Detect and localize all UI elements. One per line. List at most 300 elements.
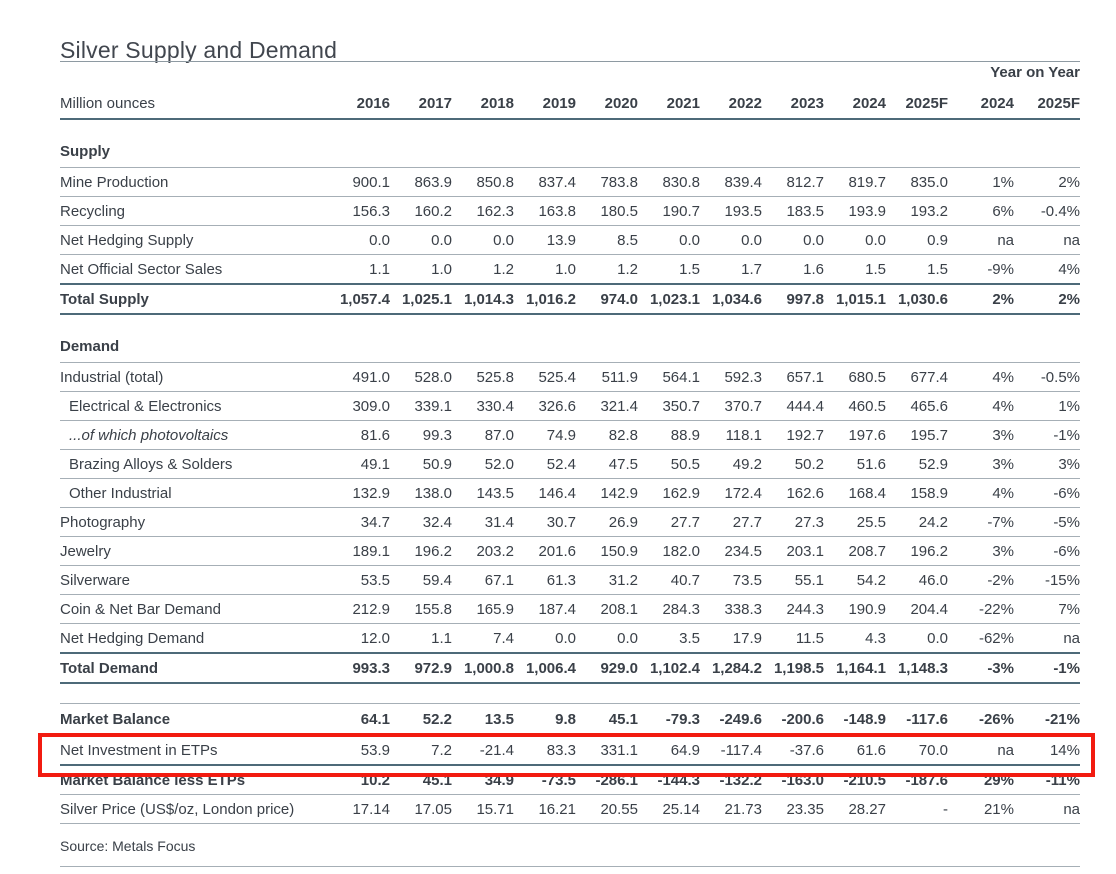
cell-value: 835.0 bbox=[886, 168, 948, 197]
table-row bbox=[60, 765, 1080, 795]
cell-value: 165.9 bbox=[452, 595, 514, 624]
cell-value: 0.0 bbox=[700, 226, 762, 255]
cell-value: 27.7 bbox=[638, 508, 700, 537]
cell-value: 81.6 bbox=[328, 421, 390, 450]
row-label: Market Balance bbox=[60, 704, 328, 736]
cell-value: 14% bbox=[1014, 735, 1080, 765]
cell-value: 162.9 bbox=[638, 479, 700, 508]
cell-value: 0.0 bbox=[886, 624, 948, 654]
cell-value: 10.2 bbox=[328, 765, 390, 795]
cell-value: -163.0 bbox=[762, 765, 824, 795]
cell-value: 190.9 bbox=[824, 595, 886, 624]
cell-value: 284.3 bbox=[638, 595, 700, 624]
cell-value: 83.3 bbox=[514, 735, 576, 765]
cell-value: 4% bbox=[948, 479, 1014, 508]
cell-value: -9% bbox=[948, 255, 1014, 285]
cell-value: 3% bbox=[948, 450, 1014, 479]
cell-value: -148.9 bbox=[824, 704, 886, 736]
column-header-year: 2024 bbox=[824, 88, 886, 119]
cell-value: -11% bbox=[1014, 765, 1080, 795]
cell-value: 863.9 bbox=[390, 168, 452, 197]
cell-value: 837.4 bbox=[514, 168, 576, 197]
cell-value: 52.2 bbox=[390, 704, 452, 736]
cell-value: 974.0 bbox=[576, 284, 638, 314]
cell-value: 61.3 bbox=[514, 566, 576, 595]
cell-value: 8.5 bbox=[576, 226, 638, 255]
table-row bbox=[60, 735, 1080, 765]
cell-value: 9.8 bbox=[514, 704, 576, 736]
cell-value: 28.27 bbox=[824, 795, 886, 824]
cell-value: 309.0 bbox=[328, 392, 390, 421]
year-on-year-label: Year on Year bbox=[990, 64, 1080, 81]
table-row-highlighted bbox=[60, 704, 1080, 736]
cell-value: 193.2 bbox=[886, 197, 948, 226]
cell-value: 143.5 bbox=[452, 479, 514, 508]
row-label: Silver Price (US$/oz, London price) bbox=[60, 795, 328, 824]
cell-value: 25.5 bbox=[824, 508, 886, 537]
cell-value: 54.2 bbox=[824, 566, 886, 595]
cell-value: 7.2 bbox=[390, 735, 452, 765]
cell-value: 1,148.3 bbox=[886, 653, 948, 683]
cell-value: 73.5 bbox=[700, 566, 762, 595]
cell-value: 88.9 bbox=[638, 421, 700, 450]
cell-value: 339.1 bbox=[390, 392, 452, 421]
cell-value: 99.3 bbox=[390, 421, 452, 450]
cell-value: 1,014.3 bbox=[452, 284, 514, 314]
cell-value: 1,015.1 bbox=[824, 284, 886, 314]
cell-value: 212.9 bbox=[328, 595, 390, 624]
table-row bbox=[60, 479, 1080, 508]
cell-value: 189.1 bbox=[328, 537, 390, 566]
cell-value: 13.5 bbox=[452, 704, 514, 736]
cell-value: na bbox=[948, 226, 1014, 255]
row-label: ...of which photovoltaics bbox=[60, 421, 328, 450]
cell-value: 0.0 bbox=[390, 226, 452, 255]
row-label: Total Supply bbox=[60, 284, 328, 314]
row-label: Brazing Alloys & Solders bbox=[60, 450, 328, 479]
cell-value: 564.1 bbox=[638, 363, 700, 392]
cell-value: 929.0 bbox=[576, 653, 638, 683]
cell-value: 190.7 bbox=[638, 197, 700, 226]
cell-value: 34.9 bbox=[452, 765, 514, 795]
cell-value: 31.2 bbox=[576, 566, 638, 595]
cell-value: 1.7 bbox=[700, 255, 762, 285]
column-header-yoy: 2024 bbox=[948, 88, 1014, 119]
cell-value: 25.14 bbox=[638, 795, 700, 824]
cell-value: 11.5 bbox=[762, 624, 824, 654]
column-header-year: 2020 bbox=[576, 88, 638, 119]
cell-value: 64.1 bbox=[328, 704, 390, 736]
cell-value: -249.6 bbox=[700, 704, 762, 736]
column-header-row bbox=[60, 88, 1080, 119]
cell-value: 1,034.6 bbox=[700, 284, 762, 314]
cell-value: -132.2 bbox=[700, 765, 762, 795]
cell-value: 47.5 bbox=[576, 450, 638, 479]
cell-value: 52.9 bbox=[886, 450, 948, 479]
table-row bbox=[60, 624, 1080, 654]
cell-value: -1% bbox=[1014, 653, 1080, 683]
cell-value: 192.7 bbox=[762, 421, 824, 450]
cell-value: 1% bbox=[1014, 392, 1080, 421]
cell-value: 138.0 bbox=[390, 479, 452, 508]
table-row bbox=[60, 255, 1080, 285]
cell-value: 27.3 bbox=[762, 508, 824, 537]
cell-value: 160.2 bbox=[390, 197, 452, 226]
cell-value: -6% bbox=[1014, 537, 1080, 566]
cell-value: 331.1 bbox=[576, 735, 638, 765]
cell-value: 3% bbox=[948, 537, 1014, 566]
cell-value: 783.8 bbox=[576, 168, 638, 197]
table-row bbox=[60, 392, 1080, 421]
cell-value: 87.0 bbox=[452, 421, 514, 450]
cell-value: 7.4 bbox=[452, 624, 514, 654]
row-label: Jewelry bbox=[60, 537, 328, 566]
cell-value: 1,284.2 bbox=[700, 653, 762, 683]
table-row bbox=[60, 226, 1080, 255]
cell-value: 49.1 bbox=[328, 450, 390, 479]
cell-value: 4% bbox=[948, 363, 1014, 392]
cell-value: 208.1 bbox=[576, 595, 638, 624]
cell-value: 82.8 bbox=[576, 421, 638, 450]
cell-value: 1,025.1 bbox=[390, 284, 452, 314]
cell-value: 528.0 bbox=[390, 363, 452, 392]
cell-value: 12.0 bbox=[328, 624, 390, 654]
cell-value: 163.8 bbox=[514, 197, 576, 226]
cell-value: 1.6 bbox=[762, 255, 824, 285]
cell-value: 55.1 bbox=[762, 566, 824, 595]
column-header-year: 2018 bbox=[452, 88, 514, 119]
cell-value: 330.4 bbox=[452, 392, 514, 421]
column-header-yoy: 2025F bbox=[1014, 88, 1080, 119]
table-row bbox=[60, 795, 1080, 824]
table-row bbox=[60, 566, 1080, 595]
cell-value: 1.0 bbox=[390, 255, 452, 285]
cell-value: 52.0 bbox=[452, 450, 514, 479]
cell-value: 0.0 bbox=[328, 226, 390, 255]
cell-value: 3.5 bbox=[638, 624, 700, 654]
cell-value: -21% bbox=[1014, 704, 1080, 736]
cell-value: 680.5 bbox=[824, 363, 886, 392]
cell-value: -21.4 bbox=[452, 735, 514, 765]
cell-value: 32.4 bbox=[390, 508, 452, 537]
cell-value: 900.1 bbox=[328, 168, 390, 197]
row-label: Net Hedging Supply bbox=[60, 226, 328, 255]
column-header-year: 2025F bbox=[886, 88, 948, 119]
cell-value: 460.5 bbox=[824, 392, 886, 421]
top-divider bbox=[60, 61, 1080, 62]
section-header: Demand bbox=[60, 314, 1080, 363]
cell-value: -7% bbox=[948, 508, 1014, 537]
section-header: Supply bbox=[60, 119, 1080, 168]
cell-value: 338.3 bbox=[700, 595, 762, 624]
cell-value: -117.4 bbox=[700, 735, 762, 765]
cell-value: 24.2 bbox=[886, 508, 948, 537]
cell-value: 17.05 bbox=[390, 795, 452, 824]
cell-value: 64.9 bbox=[638, 735, 700, 765]
row-label: Industrial (total) bbox=[60, 363, 328, 392]
cell-value: 13.9 bbox=[514, 226, 576, 255]
cell-value: 4% bbox=[948, 392, 1014, 421]
cell-value: 1,057.4 bbox=[328, 284, 390, 314]
cell-value: 142.9 bbox=[576, 479, 638, 508]
unit-label: Million ounces bbox=[60, 88, 328, 119]
cell-value: -0.5% bbox=[1014, 363, 1080, 392]
cell-value: 197.6 bbox=[824, 421, 886, 450]
cell-value: 204.4 bbox=[886, 595, 948, 624]
column-header-year: 2017 bbox=[390, 88, 452, 119]
cell-value: 3% bbox=[1014, 450, 1080, 479]
cell-value: na bbox=[1014, 226, 1080, 255]
column-header-year: 2022 bbox=[700, 88, 762, 119]
cell-value: 118.1 bbox=[700, 421, 762, 450]
cell-value: 4.3 bbox=[824, 624, 886, 654]
column-header-year: 2023 bbox=[762, 88, 824, 119]
cell-value: 21.73 bbox=[700, 795, 762, 824]
cell-value: 1,198.5 bbox=[762, 653, 824, 683]
cell-value: 50.5 bbox=[638, 450, 700, 479]
cell-value: 196.2 bbox=[390, 537, 452, 566]
cell-value: na bbox=[1014, 624, 1080, 654]
cell-value: -0.4% bbox=[1014, 197, 1080, 226]
cell-value: 1.5 bbox=[886, 255, 948, 285]
cell-value: 196.2 bbox=[886, 537, 948, 566]
cell-value: 45.1 bbox=[576, 704, 638, 736]
cell-value: -210.5 bbox=[824, 765, 886, 795]
cell-value: 0.0 bbox=[762, 226, 824, 255]
cell-value: 1.2 bbox=[452, 255, 514, 285]
section-header-row bbox=[60, 314, 1080, 363]
cell-value: 1,000.8 bbox=[452, 653, 514, 683]
section-spacer bbox=[60, 683, 1080, 704]
cell-value: 2% bbox=[1014, 168, 1080, 197]
cell-value: 49.2 bbox=[700, 450, 762, 479]
cell-value: 321.4 bbox=[576, 392, 638, 421]
cell-value: 0.0 bbox=[638, 226, 700, 255]
source-note: Source: Metals Focus bbox=[60, 838, 196, 854]
cell-value: 61.6 bbox=[824, 735, 886, 765]
cell-value: 3% bbox=[948, 421, 1014, 450]
cell-value: 162.6 bbox=[762, 479, 824, 508]
cell-value: 208.7 bbox=[824, 537, 886, 566]
cell-value: 132.9 bbox=[328, 479, 390, 508]
row-label: Net Investment in ETPs bbox=[60, 735, 328, 765]
cell-value: -200.6 bbox=[762, 704, 824, 736]
cell-value: 162.3 bbox=[452, 197, 514, 226]
cell-value: 193.5 bbox=[700, 197, 762, 226]
cell-value: 187.4 bbox=[514, 595, 576, 624]
cell-value: 997.8 bbox=[762, 284, 824, 314]
cell-value: 16.21 bbox=[514, 795, 576, 824]
cell-value: -187.6 bbox=[886, 765, 948, 795]
cell-value: 59.4 bbox=[390, 566, 452, 595]
row-label: Electrical & Electronics bbox=[60, 392, 328, 421]
cell-value: 15.71 bbox=[452, 795, 514, 824]
row-label: Photography bbox=[60, 508, 328, 537]
table-row bbox=[60, 595, 1080, 624]
cell-value: -22% bbox=[948, 595, 1014, 624]
cell-value: 819.7 bbox=[824, 168, 886, 197]
cell-value: 839.4 bbox=[700, 168, 762, 197]
section-header-row bbox=[60, 119, 1080, 168]
cell-value: 155.8 bbox=[390, 595, 452, 624]
cell-value: 0.0 bbox=[514, 624, 576, 654]
cell-value: 203.1 bbox=[762, 537, 824, 566]
cell-value: 53.5 bbox=[328, 566, 390, 595]
cell-value: -1% bbox=[1014, 421, 1080, 450]
table-row bbox=[60, 363, 1080, 392]
page-title: Silver Supply and Demand bbox=[60, 37, 338, 63]
row-label: Mine Production bbox=[60, 168, 328, 197]
cell-value: -62% bbox=[948, 624, 1014, 654]
cell-value: 27.7 bbox=[700, 508, 762, 537]
cell-value: 525.4 bbox=[514, 363, 576, 392]
cell-value: 203.2 bbox=[452, 537, 514, 566]
cell-value: 158.9 bbox=[886, 479, 948, 508]
cell-value: -79.3 bbox=[638, 704, 700, 736]
row-label: Net Hedging Demand bbox=[60, 624, 328, 654]
cell-value: 0.0 bbox=[452, 226, 514, 255]
table-row bbox=[60, 508, 1080, 537]
cell-value: 812.7 bbox=[762, 168, 824, 197]
row-label: Market Balance less ETPs bbox=[60, 765, 328, 795]
cell-value: -117.6 bbox=[886, 704, 948, 736]
cell-value: 195.7 bbox=[886, 421, 948, 450]
cell-value: 45.1 bbox=[390, 765, 452, 795]
cell-value: 156.3 bbox=[328, 197, 390, 226]
cell-value: -37.6 bbox=[762, 735, 824, 765]
bottom-divider bbox=[60, 866, 1080, 867]
cell-value: 1.1 bbox=[328, 255, 390, 285]
cell-value: 40.7 bbox=[638, 566, 700, 595]
cell-value: 1,102.4 bbox=[638, 653, 700, 683]
cell-value: -3% bbox=[948, 653, 1014, 683]
cell-value: 50.9 bbox=[390, 450, 452, 479]
cell-value: 17.9 bbox=[700, 624, 762, 654]
cell-value: 30.7 bbox=[514, 508, 576, 537]
cell-value: 1.5 bbox=[638, 255, 700, 285]
cell-value: 0.0 bbox=[576, 624, 638, 654]
cell-value: -73.5 bbox=[514, 765, 576, 795]
cell-value: -26% bbox=[948, 704, 1014, 736]
cell-value: 46.0 bbox=[886, 566, 948, 595]
table-row bbox=[60, 168, 1080, 197]
cell-value: 21% bbox=[948, 795, 1014, 824]
cell-value: -2% bbox=[948, 566, 1014, 595]
cell-value: 2% bbox=[1014, 284, 1080, 314]
cell-value: 1.5 bbox=[824, 255, 886, 285]
cell-value: 677.4 bbox=[886, 363, 948, 392]
cell-value: -5% bbox=[1014, 508, 1080, 537]
cell-value: 29% bbox=[948, 765, 1014, 795]
table-row bbox=[60, 653, 1080, 683]
cell-value: na bbox=[948, 735, 1014, 765]
column-header-year: 2016 bbox=[328, 88, 390, 119]
cell-value: -286.1 bbox=[576, 765, 638, 795]
cell-value: 244.3 bbox=[762, 595, 824, 624]
cell-value: 592.3 bbox=[700, 363, 762, 392]
cell-value: 31.4 bbox=[452, 508, 514, 537]
cell-value: 7% bbox=[1014, 595, 1080, 624]
cell-value: 2% bbox=[948, 284, 1014, 314]
cell-value: -144.3 bbox=[638, 765, 700, 795]
table-row bbox=[60, 284, 1080, 314]
row-label: Recycling bbox=[60, 197, 328, 226]
cell-value: 1,030.6 bbox=[886, 284, 948, 314]
cell-value: 150.9 bbox=[576, 537, 638, 566]
cell-value: 1,023.1 bbox=[638, 284, 700, 314]
table-body bbox=[60, 119, 1080, 824]
cell-value: 1,006.4 bbox=[514, 653, 576, 683]
cell-value: 350.7 bbox=[638, 392, 700, 421]
table-row bbox=[60, 197, 1080, 226]
cell-value: 20.55 bbox=[576, 795, 638, 824]
cell-value: 993.3 bbox=[328, 653, 390, 683]
cell-value: 180.5 bbox=[576, 197, 638, 226]
cell-value: 26.9 bbox=[576, 508, 638, 537]
cell-value: 23.35 bbox=[762, 795, 824, 824]
cell-value: 0.0 bbox=[824, 226, 886, 255]
table-row bbox=[60, 421, 1080, 450]
cell-value: 1,016.2 bbox=[514, 284, 576, 314]
cell-value: 51.6 bbox=[824, 450, 886, 479]
cell-value: 1% bbox=[948, 168, 1014, 197]
cell-value: 53.9 bbox=[328, 735, 390, 765]
cell-value: 465.6 bbox=[886, 392, 948, 421]
cell-value: -6% bbox=[1014, 479, 1080, 508]
cell-value: 172.4 bbox=[700, 479, 762, 508]
cell-value: 234.5 bbox=[700, 537, 762, 566]
row-label: Net Official Sector Sales bbox=[60, 255, 328, 285]
column-header-year: 2019 bbox=[514, 88, 576, 119]
cell-value: 146.4 bbox=[514, 479, 576, 508]
cell-value: 34.7 bbox=[328, 508, 390, 537]
cell-value: 1.2 bbox=[576, 255, 638, 285]
supply-demand-table bbox=[60, 88, 1080, 824]
cell-value: 74.9 bbox=[514, 421, 576, 450]
cell-value: na bbox=[1014, 795, 1080, 824]
cell-value: 0.9 bbox=[886, 226, 948, 255]
cell-value: 70.0 bbox=[886, 735, 948, 765]
cell-value: 370.7 bbox=[700, 392, 762, 421]
cell-value: 67.1 bbox=[452, 566, 514, 595]
cell-value: 6% bbox=[948, 197, 1014, 226]
cell-value: 17.14 bbox=[328, 795, 390, 824]
cell-value: 444.4 bbox=[762, 392, 824, 421]
cell-value: 525.8 bbox=[452, 363, 514, 392]
cell-value: 972.9 bbox=[390, 653, 452, 683]
cell-value: - bbox=[886, 795, 948, 824]
row-label: Coin & Net Bar Demand bbox=[60, 595, 328, 624]
cell-value: 182.0 bbox=[638, 537, 700, 566]
cell-value: 201.6 bbox=[514, 537, 576, 566]
cell-value: 168.4 bbox=[824, 479, 886, 508]
row-label: Total Demand bbox=[60, 653, 328, 683]
table-row bbox=[60, 537, 1080, 566]
cell-value: 52.4 bbox=[514, 450, 576, 479]
table-row bbox=[60, 450, 1080, 479]
cell-value: -15% bbox=[1014, 566, 1080, 595]
cell-value: 183.5 bbox=[762, 197, 824, 226]
cell-value: 511.9 bbox=[576, 363, 638, 392]
column-header-year: 2021 bbox=[638, 88, 700, 119]
row-label: Other Industrial bbox=[60, 479, 328, 508]
cell-value: 657.1 bbox=[762, 363, 824, 392]
cell-value: 1,164.1 bbox=[824, 653, 886, 683]
cell-value: 193.9 bbox=[824, 197, 886, 226]
cell-value: 4% bbox=[1014, 255, 1080, 285]
cell-value: 491.0 bbox=[328, 363, 390, 392]
cell-value: 326.6 bbox=[514, 392, 576, 421]
